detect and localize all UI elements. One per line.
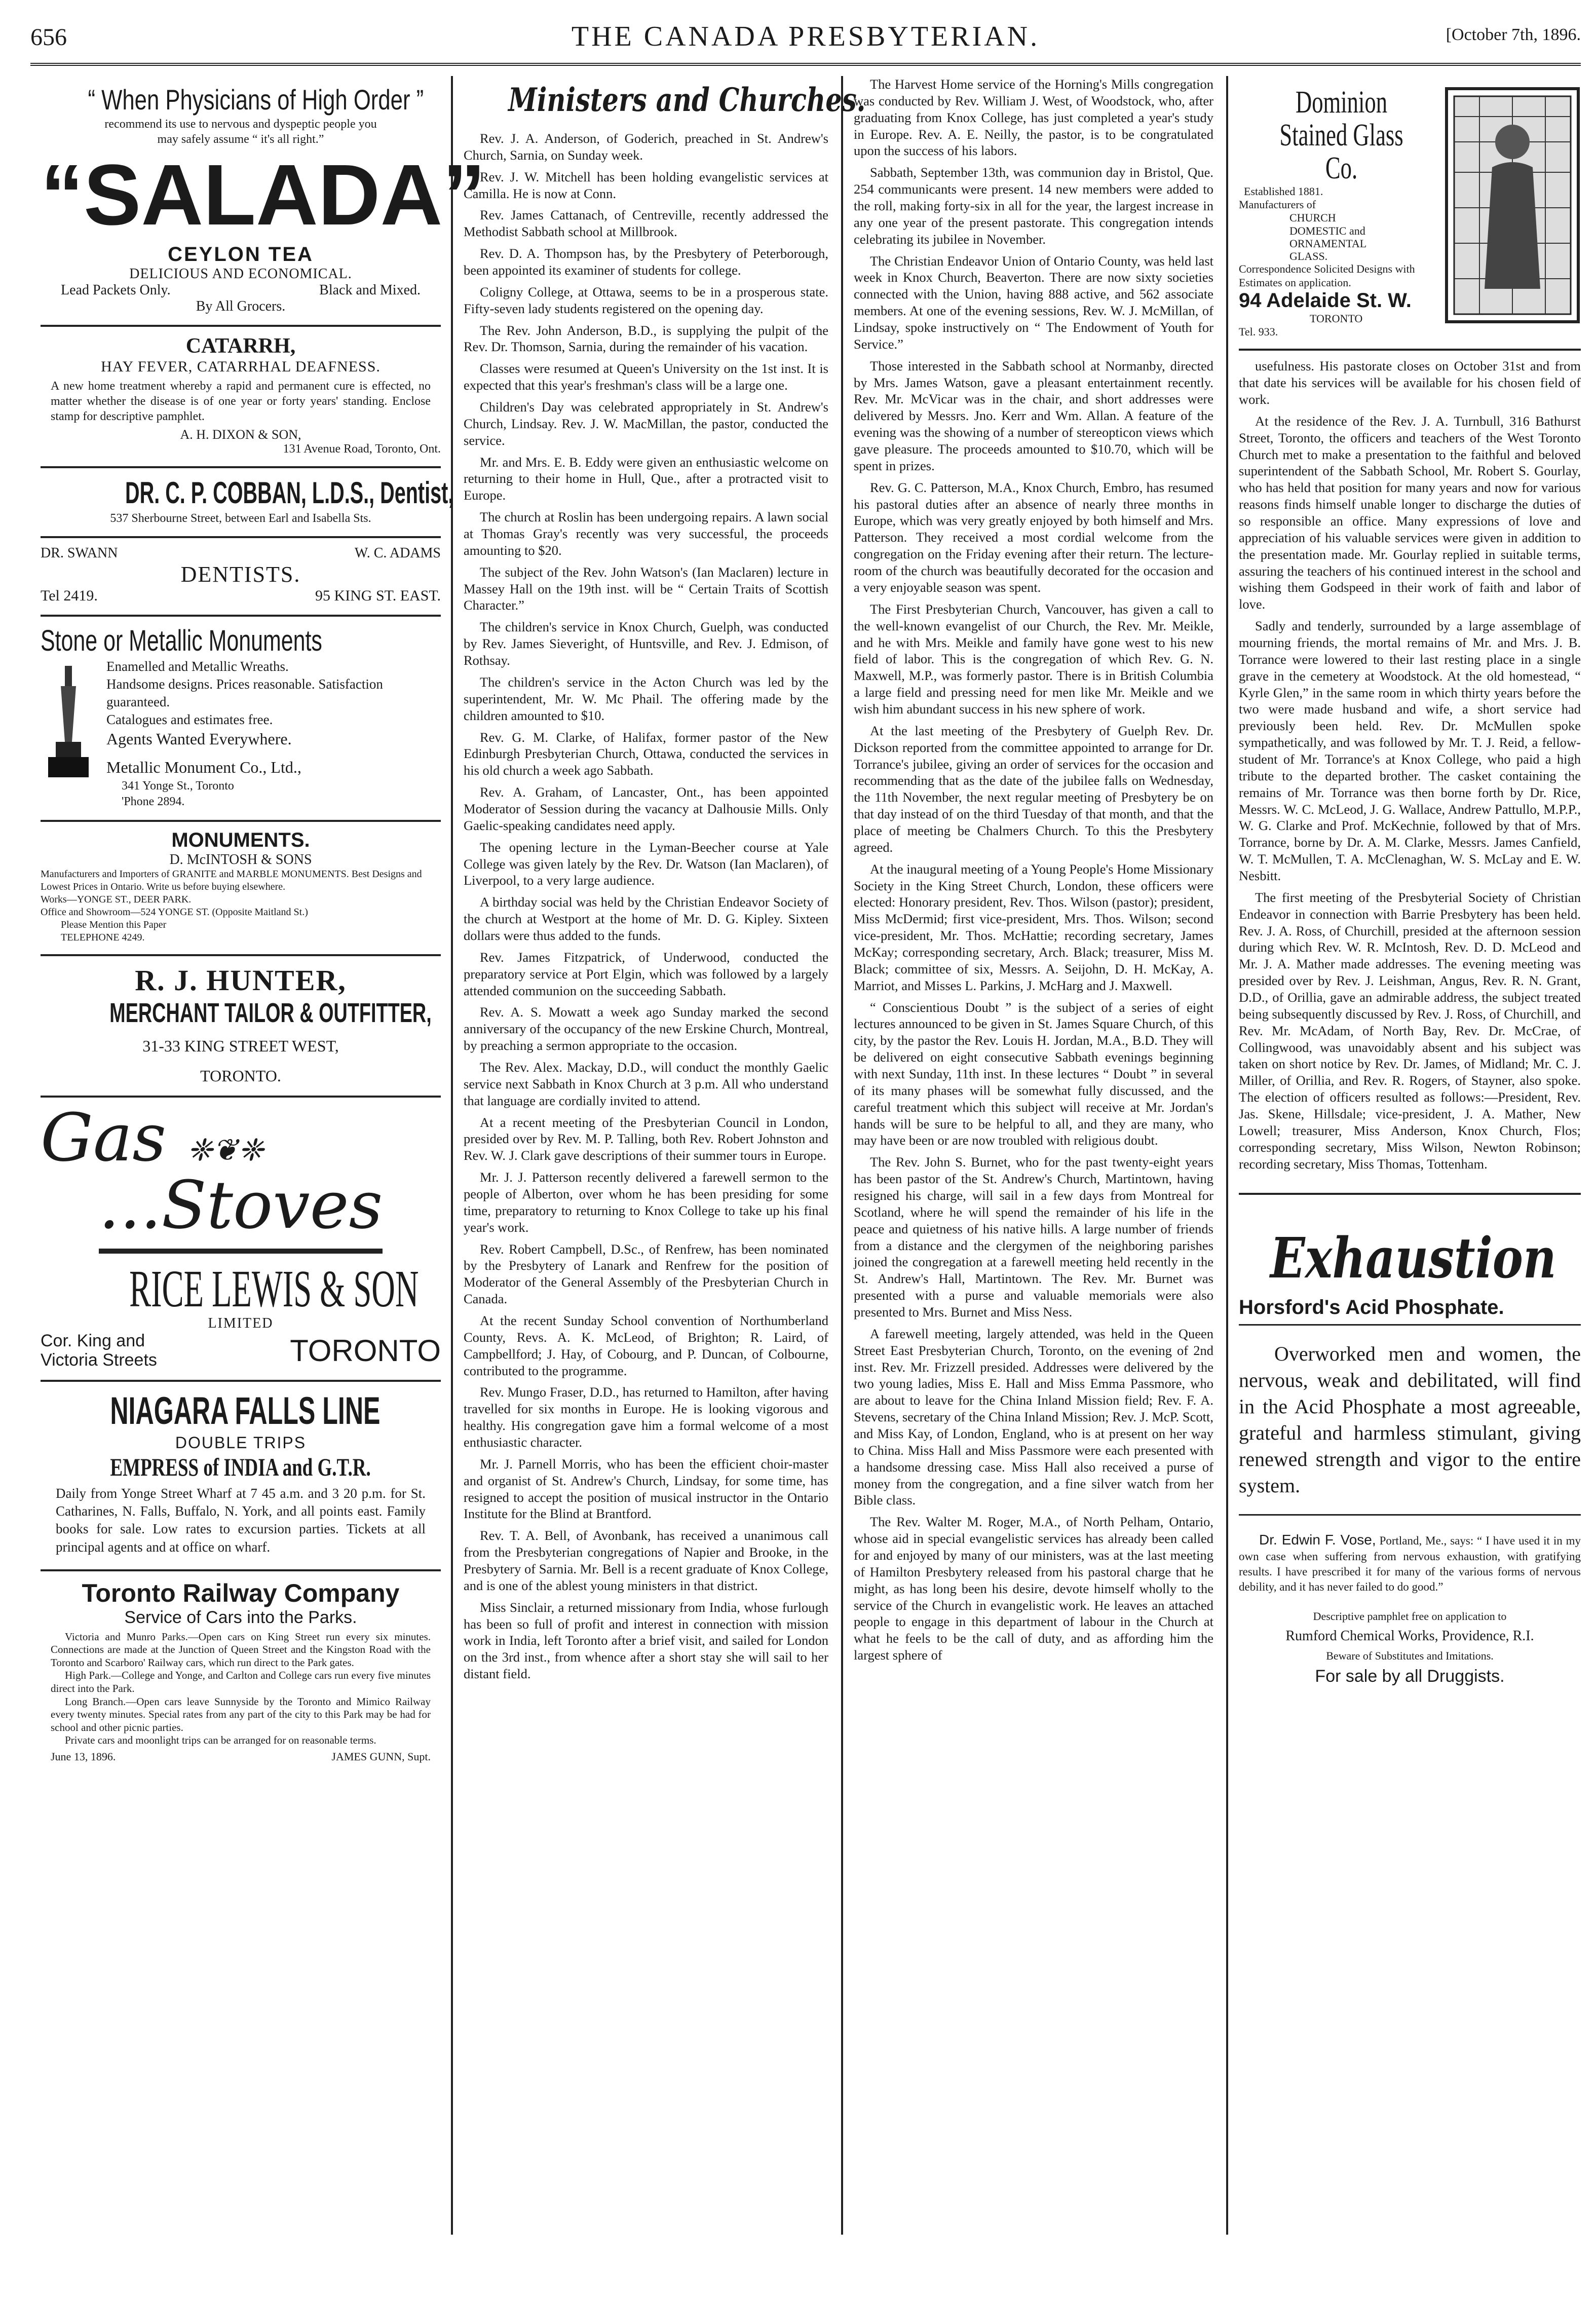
news-paragraph: Rev. A. Graham, of Lancaster, Ont., has been appointed Moderator of Session during the vacancy at Dalhousie Mills. Only Gaelic-speaking candidates need apply. [464, 784, 828, 833]
niagara-ad [41, 1382, 441, 1571]
gas-line-2: ...Stoves [98, 1166, 383, 1243]
glass-note: Correspondence Solicited Designs with Estimates on application. [1239, 262, 1415, 289]
railway-supt: JAMES GUNN, Supt. [331, 1750, 431, 1763]
monuments-phone: 'Phone 2894. [122, 795, 185, 808]
horsford-testimonial-place: Portland, Me., says: [1379, 1534, 1474, 1547]
niagara-sub: DOUBLE TRIPS [175, 1434, 307, 1452]
page-header [30, 19, 1581, 60]
news-paragraph: The First Presbyterian Church, Vancouver, has given a call to the well-known evangelist of our Church, the Rev. Mr. Meikle, and he with Mrs. Meikle and family have gone west to his new field of labor. This is the congregation of which Rev. G. N. Maxwell, M.P., was formerly pastor. There is in British Columbia a large field and pressing need for men like Mr. Meikle and we wish him abundant success in his new sphere of work. [854, 601, 1213, 717]
salada-ad [41, 76, 486, 327]
rice-lewis-limited: LIMITED [208, 1315, 274, 1332]
news-paragraph: Rev. Mungo Fraser, D.D., has returned to Hamilton, after having travelled for six months in Europe. He is looking vigorous and healthy. His congregation gave him a formal welcome of a most enthusiastic character. [464, 1384, 828, 1450]
mcintosh-works: Works—YONGE ST., DEER PARK. [41, 893, 192, 905]
monuments-ad [41, 617, 441, 822]
mcintosh-title: MONUMENTS. [171, 828, 310, 851]
page-number: 656 [30, 24, 67, 51]
glass-item: DOMESTIC and [1289, 224, 1365, 237]
news-paragraph: The children's service in Knox Church, Guelph, was conducted by Rev. James Sieveright, of Huntsville, and Rev. J. Edmison, of Rothsay. [464, 619, 828, 668]
catarrh-ad [41, 327, 441, 468]
railway-para: Long Branch.—Open cars leave Sunnyside by the Toronto and Mimico Railway every twenty minutes. Special rates from any part of the city to this Park may be had for school and other picnic parties. [51, 1695, 431, 1733]
mcintosh-mention: Please Mention this Paper [61, 919, 167, 930]
news-paragraph: At a recent meeting of the Presbyterian Council in London, presided over by Rev. M. P. Talling, both Rev. Robert Johnston and Rev. W. J. Clark gave descriptions of their summer tours in Europe. [464, 1114, 828, 1163]
glass-title: Dominion Stained Glass Co. [1279, 85, 1403, 186]
news-paragraph: At the last meeting of the Presbytery of Guelph Rev. Dr. Dickson reported from the committee appointed to arrange for Dr. Torrance's jubilee, giving an order of services for the occasion and recommending that as the date of the jubilee falls on Wednesday, the 11th November, the next regular meeting of Presbytery be on that day instead of on the third Tuesday of that month, and that the place of meeting be Chalmers Church. To this the Presbytery agreed. [854, 723, 1213, 855]
news-paragraph: Classes were resumed at Queen's University on the 1st inst. It is expected that this year's freshman's class will be a large one. [464, 361, 828, 393]
news-paragraph: The opening lecture in the Lyman-Beecher course at Yale College was given lately by the Rev. Dr. Watson (Ian Maclaren), of Liverpool, to a very large audience. [464, 839, 828, 888]
monuments-item: Catalogues and estimates free. [106, 712, 273, 728]
news-paragraph: The Rev. Walter M. Roger, M.A., of North Pelham, Ontario, whose aid in special evangelistic services has already been called for and enjoyed by many of our ministers, was at the last meeting of Hamilton Presbytery released from his pastoral charge that he might, as has long been his desire, devote himself wholly to the service of the Church in evangelistic work. He leaves an attached people to engage in this department of labour in the Church at what he feels to be the call of duty, and as affording him the largest sphere of [854, 1514, 1213, 1663]
hunter-city: TORONTO. [200, 1066, 281, 1085]
horsford-body: Overworked men and women, the nervous, weak and debilitated, will find in the Acid Phosphate a most agreeable, grateful and harmless stimulant, giving renewed strength and vigor to the entire system. [1239, 1341, 1581, 1516]
news-paragraph: Mr. J. Parnell Morris, who has been the efficient choir-master and organist of St. Andrew's Church, Lindsay, for some time, has resigned to accept the position of musical instructor in the Ontario Institute for the Blind at Brantford. [464, 1456, 828, 1522]
glass-item: GLASS. [1289, 250, 1328, 263]
news-paragraph: Rev. G. C. Patterson, M.A., Knox Church, Embro, has resumed his pastoral duties after an absence of nearly three months in Europe, which was very greatly enjoyed by both himself and Mrs. Patterson. They received a most cordial welcome from the congregation on the Friday evening after their return. The lecture-room of the church was beautifully decorated for the occasion and a very enjoyable season was spent. [854, 479, 1213, 595]
news-paragraph: “ Conscientious Doubt ” is the subject of a series of eight lectures announced to be given in St. James Square Church, of this city, by the pastor the Rev. Louis H. Jordan, M.A., B.D. They will be delivered on eight consecutive Sabbath evenings beginning with next Sunday, 11th inst. In these lectures “ Doubt ” in several of its many phases will be somewhat fully discussed, and the careful treatment which this subject will receive at Mr. Jordan's hands will be sure to be helpful to all, and they are many, who may have been or are now troubled with religious doubt. [854, 999, 1213, 1148]
railway-para: Private cars and moonlight trips can be arranged for on reasonable terms. [65, 1734, 376, 1747]
monument-illustration [41, 661, 96, 782]
rice-lewis-corner: Cor. King and Victoria Streets [41, 1331, 157, 1370]
news-paragraph: The Harvest Home service of the Horning's Mills congregation was conducted by Rev. William J. West, of Woodstock, who, after graduating from Knox College, has just completed a year's study in Europe. Rev. A. E. Neilly, the pastor, is to be congratulated upon the success of his labors. [854, 77, 1213, 159]
dentist-swann: DR. SWANN [41, 545, 118, 561]
news-paragraph: At the residence of the Rev. J. A. Turnbull, 316 Bathurst Street, Toronto, the officers and teachers of the West Toronto Church met to make a presentation to the faithful and beloved superintendent of the Sabbath School, Mr. Robert S. Gourlay, who has held that position for many years and now for various reasons finds himself unable longer to discharge the duties of so responsible an office. Many expressions of love and appreciation of his valuable services were given in addition to the presentation made. Mr. Gourlay replied in suitable terms, assuring the teachers of his continued interest in the school and wishing them Godspeed in their work of faith and labor of love. [1239, 413, 1581, 612]
mcintosh-firm: D. McINTOSH & SONS [169, 851, 312, 868]
news-paragraph: Coligny College, at Ottawa, seems to be in a prosperous state. Fifty-seven lady students registered on the opening day. [464, 284, 828, 316]
hunter-trade: MERCHANT TAILOR & OUTFITTER, [109, 997, 432, 1028]
news-paragraph: Sabbath, September 13th, was communion day in Bristol, Que. 254 communicants were present. 14 new members were added to the roll, making forty-six in all for the year, the largest increase in any one year of the present pastorate. This congregation intends celebrating its jubilee in November. [854, 165, 1213, 247]
catarrh-body: A new home treatment whereby a rapid and permanent cure is effected, no matter whether the disease is of one year or forty years' standing. Enclose stamp for descriptive pamphlet. [51, 380, 431, 423]
niagara-body: Daily from Yonge Street Wharf at 7 45 a.m. and 3 20 p.m. for St. Catharines, N. Falls, Buffalo, N. York, and all points east. Family books for sale. Low rates to excursion parties. Tickets at all principal agents and at office on wharf. [56, 1486, 426, 1555]
news-paragraph: A birthday social was held by the Christian Endeavor Society of the church at Westport at the home of Mr. D. G. Kipley. Sixteen dollars were thus added to the funds. [464, 894, 828, 943]
salada-heading: “ When Physicians of High Order ” [88, 84, 424, 116]
cobban-ad [41, 468, 454, 538]
dentists-tel: Tel 2419. [41, 587, 98, 604]
horsford-product: Horsford's Acid Phosphate. [1239, 1296, 1581, 1326]
mcintosh-ad [41, 822, 441, 956]
news-paragraph: Children's Day was celebrated appropriately in St. Andrew's Church, Lindsay. Rev. J. W. MacMillan, the pastor, conducted the service. [464, 399, 828, 448]
glass-makers: Manufacturers of [1239, 198, 1316, 211]
news-paragraph: The Rev. Alex. Mackay, D.D., will conduct the monthly Gaelic service next Sabbath in Knox Church at 3 p.m. All who understand that language are cordially invited to attend. [464, 1059, 828, 1108]
horsford-title: Exhaustion [1270, 1225, 1556, 1291]
glass-item: CHURCH [1289, 211, 1336, 224]
news-paragraph: A farewell meeting, largely attended, was held in the Queen Street East Presbyterian Church, Toronto, on the evening of 2nd inst. Rev. Mr. Frizzell presided. Addresses were delivered by the two young ladies, Miss E. Hall and Miss Emma Passmore, who are about to leave for the China Inland Mission field; Rev. F. A. Stevens, secretary of the China Inland Mission; Rev. J. McP. Scott, and Miss Kay, of London, England, who is at present on her way to China. Miss Hall and Miss Passmore were each presented with a handsome dressing case. Miss Hall also received a purse of money from the congregation, and a fine silver watch from her Bible class. [854, 1326, 1213, 1508]
news-paragraph: The Rev. John S. Burnet, who for the past twenty-eight years has been pastor of the St. Andrew's Church, Martintown, having resigned his charge, will sail in a few days from Montreal for Scotland, where he will spend the remainder of his life in the peace and quietness of his native hills. A large number of friends from a distance and the clergymen of the neighboring parishes joined the congregation at a farewell meeting held recently in the St. Andrew's Hall, Martintown. The Rev. Mr. Burnet was presented with a purse and valuable memorials were also presented to Mrs. Burnet and Miss Ness. [854, 1154, 1213, 1320]
salada-description: DELICIOUS AND ECONOMICAL. [129, 266, 352, 282]
catarrh-address: 131 Avenue Road, Toronto, Ont. [283, 442, 441, 456]
horsford-testimonial: “ I have used it in my own case when suffering from nervous exhaustion, with gratifying results. I have prescribed it for many of the various forms of nervous debility, and it has never failed to do good.” [1239, 1534, 1581, 1593]
hunter-address: 31-33 KING STREET WEST, [142, 1036, 339, 1055]
salada-grocers: By All Grocers. [196, 298, 286, 314]
monuments-title: Stone or Metallic Monuments [41, 624, 322, 657]
news-paragraph: Rev. J. A. Anderson, of Goderich, preached in St. Andrew's Church, Sarnia, on Sunday week. [464, 131, 828, 163]
news-paragraph: The Rev. John Anderson, B.D., is supplying the pulpit of the Rev. Dr. Thomson, Sarnia, during the remainder of his vacation. [464, 322, 828, 355]
gas-line-1: Gas [41, 1099, 167, 1176]
column-divider [841, 76, 843, 2235]
news-paragraph: Rev. J. W. Mitchell has been holding evangelistic services at Camilla. He is now at Conn. [464, 169, 828, 201]
monuments-item: Agents Wanted Everywhere. [106, 730, 292, 748]
news-paragraph: Sadly and tenderly, surrounded by a large assemblage of mourning friends, the mortal remains of Mr. and Mrs. J. B. Torrance were lowered to their last resting place in a single grave in the cemetery at Woodstock. At the old homestead, “ Kyrle Glen,” in the same room in which thirty years before the two were made husband and wife, a short service had previously been held. Rev. Dr. McMullen spoke sympathetically, and was followed by Mr. T. J. Reid, a fellow-student of Mr. Torrance's at Knox College, who paid a high tribute to the departed brother. The casket containing the remains of Mr. Torrance was then borne forth by Dr. Rice, Messrs. W. C. McLeod, J. G. Wallace, Andrew Pattullo, M.P.P., W. G. Clarke and Prof. McKechnie, followed by that of Mrs. Torrance, borne by Dr. A. M. Clarke, Messrs. James Canfield, W. T. McMullen, T. A. McClenaghan, W. S. McLay and E. W. Nesbitt. [1239, 618, 1581, 884]
section-heading: Ministers and Churches. [508, 81, 866, 119]
cobban-address: 537 Sherbourne Street, between Earl and Isabella Sts. [110, 512, 371, 525]
niagara-ship: EMPRESS of INDIA and G.T.R. [110, 1453, 371, 1482]
horsford-ad [1239, 1193, 1581, 1686]
news-paragraph: Rev. A. S. Mowatt a week ago Sunday marked the second anniversary of the occupancy of the new Erskine Church, Montreal, by preaching a sermon appropriate to the occasion. [464, 1004, 828, 1053]
monuments-company: Metallic Monument Co., Ltd., [106, 758, 301, 776]
horsford-sale: For sale by all Druggists. [1315, 1666, 1505, 1686]
cobban-name: DR. C. P. COBBAN, L.D.S., Dentist, [125, 476, 454, 510]
ministers-churches-column [464, 76, 866, 2225]
dentists-address: 95 KING ST. EAST. [315, 587, 441, 604]
glass-established: Established 1881. [1244, 185, 1323, 198]
news-paragraph: Rev. D. A. Thompson has, by the Presbytery of Peterborough, been appointed its examiner of students for college. [464, 246, 828, 278]
news-paragraph: The Christian Endeavor Union of Ontario County, was held last week in Knox Church, Beaverton. There are now sixty societies connected with the Union, having 888 active, and 562 associate members. At one of the evening sessions, Rev. W. J. McMillan, of Lindsay, spoke instructively on “ The Endowment of Youth for Service.” [854, 253, 1213, 352]
salada-product: CEYLON TEA [168, 243, 314, 266]
salada-brand: “SALADA” [41, 147, 486, 243]
monuments-item: Handsome designs. Prices reasonable. Satisfaction guaranteed. [106, 676, 383, 710]
news-paragraph: Mr. J. J. Patterson recently delivered a farewell sermon to the people of Alberton, over whom he has been presiding for some time, preparatory to returning to Knox College to take up his final year's work. [464, 1170, 828, 1235]
railway-sub: Service of Cars into the Parks. [124, 1607, 357, 1627]
monuments-item: Enamelled and Metallic Wreaths. [106, 659, 289, 674]
dentists-ad [41, 538, 441, 617]
catarrh-firm: A. H. DIXON & SON, [180, 427, 301, 442]
horsford-testimonial-name: Dr. Edwin F. Vose, [1259, 1531, 1376, 1548]
mcintosh-body: Manufacturers and Importers of GRANITE and MARBLE MONUMENTS. Best Designs and Lowest Prices in Ontario. Write us before buying elsewhere. [41, 868, 422, 892]
ornament-rule [99, 1249, 383, 1254]
news-paragraph: Mr. and Mrs. E. B. Eddy were given an enthusiastic welcome on returning to their home in Hull, Que., after a protracted visit to Europe. [464, 454, 828, 503]
glass-address: 94 Adelaide St. W. [1239, 289, 1412, 312]
news-paragraph: Rev. Robert Campbell, D.Sc., of Renfrew, has been nominated by the Presbytery of Lanark and Renfrew for the position of Moderator of the General Assembly of the Presbyterian Church in Canada. [464, 1241, 828, 1307]
hunter-ad [41, 956, 441, 1098]
hunter-name: R. J. HUNTER, [135, 963, 347, 997]
catarrh-title: CATARRH, [185, 334, 296, 358]
railway-ad [41, 1571, 441, 1763]
horsford-beware: Beware of Substitutes and Imitations. [1326, 1649, 1494, 1662]
newspaper-title: THE CANADA PRESBYTERIAN. [571, 21, 1040, 52]
railway-para: High Park.—College and Yonge, and Carlton and College cars run every five minutes direct into the Park. [51, 1669, 431, 1695]
news-column [854, 76, 1213, 2225]
news-paragraph: Rev. James Fitzpatrick, of Underwood, conducted the preparatory service at Port Elgin, which was followed by a largely attended communion on the succeeding Sabbath. [464, 949, 828, 998]
news-paragraph: At the inaugural meeting of a Young People's Home Missionary Society in the King Street Church, London, these officers were elected: Honorary president, Rev. Thos. Wilson (pastor); president, Miss McDermid; first vice-president, Mrs. Thos. Wilson; second vice-president, Mr. Thos. McHattie; recording secretary, James McKay; corresponding secretary, Arch. Black; treasurer, Miss M. Black; committee of six, Messrs. A. Seijohn, D. H. McKay, A. Marriot, and Misses L. Parkins, J. McHarg and J. Maxwell. [854, 861, 1213, 993]
horsford-company: Rumford Chemical Works, Providence, R.I. [1285, 1628, 1534, 1644]
issue-date: [October 7th, 1896. [1446, 25, 1581, 44]
monuments-address: 341 Yonge St., Toronto [122, 779, 234, 793]
right-column [1239, 76, 1581, 2225]
dentists-title: DENTISTS. [180, 562, 301, 587]
news-paragraph: Rev. James Cattanach, of Centreville, recently addressed the Methodist Sabbath school at Millbrook. [464, 207, 828, 240]
news-paragraph: The first meeting of the Presbyterial Society of Christian Endeavor in connection with Barrie Presbytery has been held. Rev. J. A. Ross, of Churchill, presided at the afternoon session during which Rev. W. R. McIntosh, Rev. D. D. McLeod and Mr. J. A. Mather made addresses. The evening meeting was presided over by Rev. J. Leishman, Angus, Rev. R. N. Grant, D.D., of Orillia, gave an admirable address, the subject treated being subsequently discussed by Rev. J. Ross, of Churchill, and Rev. Mr. McAdam, of North Bay, Rev. Dr. McCrae, of Collingwood, was unavoidably absent and his subject was taken on short notice by Rev. Dr. James, of Midland; Mr. C. J. Miller, of Orillia, and Rev. R. Rogers, of Stayner, also spoke. The election of officers resulted as follows:—President, Rev. Jas. Skene, Hillsdale; vice-president, J. A. Mather, New Lowell; treasurer, Miss Anderson, Knox Church, Flos; corresponding secretary, Miss Wilson, Newton Robinson; recording secretary, Miss Thomas, Tottenham. [1239, 889, 1581, 1172]
rice-lewis-city: TORONTO [290, 1334, 441, 1368]
railway-para: Victoria and Munro Parks.—Open cars on King Street run every six minutes. Connections are made at the Junction of Queen Street and the Kingston Road with the Toronto and Scarboro' Railway cars, which run direct to the Park gates. [51, 1630, 431, 1669]
stained-glass-window-illustration [1444, 86, 1581, 324]
glass-tel: Tel. 933. [1239, 325, 1278, 338]
header-rule [30, 63, 1581, 66]
railway-date: June 13, 1896. [51, 1750, 116, 1763]
column-divider [451, 76, 453, 2235]
salada-tagline: recommend its use to nervous and dyspeptic people you may safely assume “ it's all right.” [104, 118, 377, 146]
news-paragraph: Miss Sinclair, a returned missionary from India, whose furlough has been so full of profit and interest in connection with mission work in India, left Toronto after a brief visit, and sailed for London on the 3rd inst., from whence after a short stay she will sail to her distant field. [464, 1599, 828, 1682]
news-paragraph: Rev. T. A. Bell, of Avonbank, has received a unanimous call from the Presbyterian congregations of Napier and Brooke, in the Presbytery of Sarnia. Mr. Bell is a recent graduate of Knox College, and is one of the ablest young ministers in that district. [464, 1528, 828, 1593]
dentist-adams: W. C. ADAMS [354, 545, 441, 561]
news-paragraph: usefulness. His pastorate closes on October 31st and from that date his services will be available for his chosen field of work. [1239, 358, 1581, 407]
catarrh-subtitle: HAY FEVER, CATARRHAL DEAFNESS. [101, 358, 381, 375]
news-paragraph: The children's service in the Acton Church was led by the superintendent, Mr. W. Mc Phail. The offering made by the children amounted to $10. [464, 674, 828, 723]
stained-glass-ad [1239, 76, 1581, 351]
horsford-pamphlet: Descriptive pamphlet free on application to [1313, 1609, 1507, 1623]
news-paragraph: The subject of the Rev. John Watson's (Ian Maclaren) lecture in Massey Hall on the 19th inst. will be “ Certain Traits of Scottish Character.” [464, 564, 828, 613]
glass-city: TORONTO [1310, 312, 1363, 325]
salada-packets: Lead Packets Only. [61, 282, 171, 298]
salada-varieties: Black and Mixed. [319, 282, 421, 298]
mcintosh-office: Office and Showroom—524 YONGE ST. (Opposite Maitland St.) [41, 906, 308, 918]
news-paragraph: Those interested in the Sabbath school at Normanby, directed by Mrs. James Watson, gave a pleasant entertainment recently. Rev. Mr. McVicar was in the chair, and short addresses were delivered by Messrs. Jno. Kerr and Wm. Allan. A feature of the evening was the showing of a number of stereopticon views which gave pleasure. The proceeds amounted to $10.70, which will be spent in prizes. [854, 358, 1213, 473]
news-paragraph: Rev. G. M. Clarke, of Halifax, former pastor of the New Edinburgh Presbyterian Church, Ottawa, conducted the services in his old church a week ago Sabbath. [464, 729, 828, 778]
niagara-title: NIAGARA FALLS LINE [110, 1389, 381, 1433]
news-paragraph: At the recent Sunday School convention of Northumberland County, Revs. A. K. McLeod, of Brighton; R. Laird, of Campbellford; J. Hay, of Cobourg, and P. Duncan, of Colbourne, contributed to the programme. [464, 1313, 828, 1378]
column-divider [1226, 76, 1228, 2235]
mcintosh-telephone: TELEPHONE 4249. [61, 931, 145, 943]
rice-lewis-firm: RICE LEWIS & SON [129, 1260, 419, 1318]
news-paragraph: The church at Roslin has been undergoing repairs. A lawn social at Thomas Gray's recently was very successful, the proceeds amounting to $20. [464, 509, 828, 558]
advertisement-column [41, 76, 486, 2225]
railway-title: Toronto Railway Company [82, 1578, 400, 1607]
glass-item: ORNAMENTAL [1289, 237, 1367, 250]
gas-stoves-ad: Gas ❈❦❈ ...Stoves RICE LEWIS & SON LIMITED Cor. King and Victoria Streets TORONTO [41, 1098, 441, 1382]
